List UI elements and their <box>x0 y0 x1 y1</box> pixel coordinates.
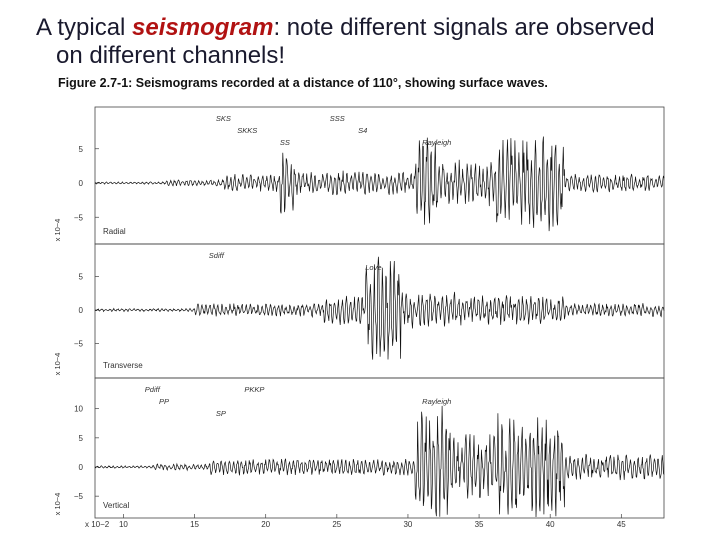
y-tick-label: −5 <box>73 492 83 502</box>
y-tick-label: 0 <box>78 306 83 315</box>
channel-label-vertical: Vertical <box>103 501 130 510</box>
panel-frame-radial <box>95 107 664 244</box>
x-tick-label: 30 <box>403 520 413 529</box>
y-tick-label: −5 <box>73 339 83 349</box>
y-scale-label: x 10−4 <box>53 352 62 376</box>
y-tick-label: 5 <box>78 272 83 282</box>
y-tick-label: 0 <box>78 463 83 472</box>
phase-label: Sdiff <box>208 251 224 260</box>
phase-label: SS <box>279 138 290 147</box>
panel-frame-vertical <box>95 378 664 518</box>
phase-label: SP <box>215 409 226 418</box>
x-tick-label: 45 <box>616 520 626 529</box>
phase-label: PP <box>159 397 170 406</box>
phase-label: SSS <box>329 114 345 123</box>
x-unit-label: x 10−2 <box>85 520 110 529</box>
waveform-vertical <box>95 406 664 517</box>
channel-label-radial: Radial <box>103 227 126 236</box>
figure-title: Figure 2.7-1: Seismograms recorded at a distance of 110°, showing surface waves. <box>58 76 548 90</box>
waveform-radial <box>95 137 664 232</box>
y-tick-label: 5 <box>78 433 83 443</box>
phase-label: Love <box>365 263 382 272</box>
heading-keyword: seismogram <box>132 14 274 41</box>
y-scale-label: x 10−4 <box>53 218 62 242</box>
phase-label: S4 <box>358 126 368 135</box>
phase-label: SKS <box>215 114 231 123</box>
phase-label: PKKP <box>244 385 265 394</box>
phase-label: Rayleigh <box>422 138 452 147</box>
heading-rest: : note different signals are observed <box>273 14 655 41</box>
x-tick-label: 25 <box>332 520 342 529</box>
phase-label: Pdiff <box>144 385 160 394</box>
y-scale-label: x 10−4 <box>53 492 62 516</box>
phase-label: SKKS <box>237 126 258 135</box>
x-tick-label: 40 <box>545 520 555 529</box>
y-tick-label: 0 <box>78 179 83 188</box>
heading-line-2: on different channels! <box>56 42 286 69</box>
y-tick-label: −5 <box>73 213 83 223</box>
y-tick-label: 5 <box>78 144 83 154</box>
waveform-transverse <box>95 257 664 360</box>
heading-prefix: A typical <box>36 14 133 41</box>
channel-label-transverse: Transverse <box>103 361 143 370</box>
x-tick-label: 35 <box>474 520 484 529</box>
x-tick-label: 20 <box>261 520 271 529</box>
phase-label: Rayleigh <box>422 397 452 406</box>
y-tick-label: 10 <box>74 404 83 414</box>
x-tick-label: 15 <box>190 520 200 529</box>
x-tick-label: 10 <box>118 520 128 529</box>
